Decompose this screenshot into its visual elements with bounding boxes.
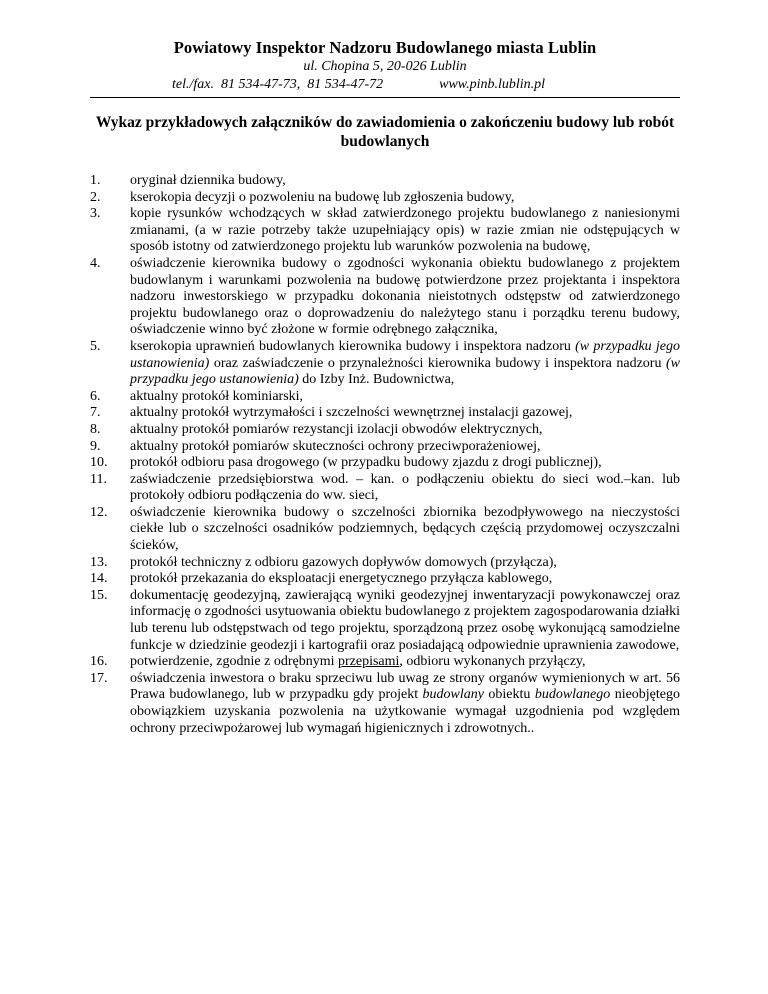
attachments-list bbox=[90, 173, 680, 737]
list-item-text bbox=[130, 389, 303, 404]
list-item-text bbox=[130, 422, 542, 437]
list-item-number: 10. bbox=[90, 455, 108, 471]
list-item-number: 7. bbox=[90, 405, 101, 421]
list-item-number: 1. bbox=[90, 173, 101, 188]
text-segment: aktualny protokół pomiarów rezystancji izolacji obwodów elektrycznych, bbox=[130, 421, 543, 437]
text-segment: obiektu bbox=[484, 687, 535, 703]
list-item-number: 14. bbox=[90, 571, 108, 587]
list-item bbox=[90, 256, 680, 339]
header-divider bbox=[90, 97, 680, 98]
text-segment: kopie rysunków wchodzących w skład zatwierdzonego projektu budowlanego z naniesionymi zmianami, (a w razie potrzeby także uzupełniający opis) w razie zmian nie odstępujących w sposób istotny od zatwierdzonego projektu lub warunków pozwolenia na budowę, bbox=[130, 206, 680, 255]
list-item-text bbox=[130, 571, 552, 586]
list-item bbox=[90, 389, 680, 406]
list-item bbox=[90, 505, 680, 555]
list-item bbox=[90, 455, 680, 472]
text-segment: aktualny protokół wytrzymałości i szczelności wewnętrznej instalacji gazowej, bbox=[130, 405, 573, 421]
text-segment: oryginał dziennika budowy, bbox=[130, 173, 286, 188]
text-segment: oświadczenia inwestora o braku sprzeciwu lub uwag ze strony organów wymienionych w art. 56 Prawa budowlanego, lub w przypadku gdy projekt bbox=[130, 670, 680, 703]
text-segment: aktualny protokół pomiarów skuteczności ochrony przeciwporażeniowej, bbox=[130, 438, 541, 454]
list-item-text bbox=[130, 455, 602, 470]
text-segment: budowlany bbox=[422, 687, 484, 703]
text-segment: (w przypadku jego ustanowienia) bbox=[130, 338, 680, 371]
list-item bbox=[90, 671, 680, 737]
text-segment: (w przypadku jego ustanowienia) bbox=[130, 355, 680, 388]
text-segment: protokół techniczny z odbioru gazowych dopływów domowych (przyłącza), bbox=[130, 554, 557, 570]
list-item-text bbox=[130, 505, 680, 553]
document-title: Wykaz przykładowych załączników do zawiadomienia o zakończeniu budowy lub robót budowlanych bbox=[95, 114, 675, 150]
list-item-text bbox=[130, 654, 586, 669]
list-item bbox=[90, 472, 680, 505]
text-segment: oświadczenie kierownika budowy o szczelności zbiornika bezodpływowego na nieczystości ciekłe lub o szczelności osadników podziemnych, będących częścią przydomowej oczyszczalni ścieków, bbox=[130, 504, 680, 554]
list-item-text bbox=[130, 439, 541, 454]
text-segment: przepisami bbox=[337, 654, 400, 670]
list-item-number: 6. bbox=[90, 388, 101, 404]
list-item bbox=[90, 190, 680, 207]
text-segment: zaświadczenie przedsiębiorstwa wod. – kan. o podłączeniu obiektu do sieci wod.–kan. lub protokoły odbioru podłączenia do ww. sieci, bbox=[130, 471, 680, 504]
list-item-number: 3. bbox=[90, 206, 101, 222]
list-item bbox=[90, 588, 680, 654]
text-segment: do Izby Inż. Budownictwa, bbox=[298, 372, 455, 388]
list-item-number: 17. bbox=[90, 670, 108, 686]
list-item-number: 13. bbox=[90, 554, 108, 570]
list-item-number: 11. bbox=[90, 471, 107, 487]
text-segment: protokół odbioru pasa drogowego (w przypadku budowy zjazdu z drogi publicznej), bbox=[130, 455, 602, 471]
text-segment: , odbioru wykonanych przyłączy, bbox=[399, 654, 586, 670]
letterhead bbox=[90, 38, 680, 94]
list-item-number: 9. bbox=[90, 438, 101, 454]
list-item bbox=[90, 555, 680, 572]
organization-name: Powiatowy Inspektor Nadzoru Budowlanego miasta Lublin bbox=[173, 38, 597, 57]
list-item-text bbox=[130, 405, 572, 420]
list-item bbox=[90, 405, 680, 422]
text-segment: potwierdzenie, zgodnie z odrębnymi bbox=[130, 654, 338, 670]
list-item-number: 2. bbox=[90, 189, 101, 205]
list-item-number: 4. bbox=[90, 255, 101, 271]
list-item bbox=[90, 173, 680, 190]
list-item bbox=[90, 654, 680, 671]
list-item-text bbox=[130, 588, 680, 653]
list-item-number: 5. bbox=[90, 338, 101, 354]
list-item-text bbox=[130, 190, 514, 205]
list-item-number: 12. bbox=[90, 504, 108, 520]
list-item-number: 15. bbox=[90, 587, 108, 603]
text-segment: aktualny protokół kominiarski, bbox=[130, 388, 304, 404]
list-item bbox=[90, 571, 680, 588]
text-segment: oświadczenie kierownika budowy o zgodności wykonania obiektu budowlanego z projektem budowlanym i warunkami pozwolenia na budowę potwierdzone przez projektanta i inspektora nadzoru inwestorskiego w przypadku dokonania nieistotnych odstępstw od zatwierdzonego projektu budowlanego oraz o doprowadzeniu do należytego stanu i porządku terenu budowy, oświadczenie winno być złożone w formie odrębnego załącznika, bbox=[130, 255, 680, 338]
text-segment: kserokopia decyzji o pozwoleniu na budowę lub zgłoszenia budowy, bbox=[130, 189, 515, 205]
list-item-text bbox=[130, 671, 680, 736]
text-segment: budowlanego bbox=[534, 687, 611, 703]
list-item bbox=[90, 439, 680, 456]
text-segment: protokół przekazania do eksploatacji energetycznego przyłącza kablowego, bbox=[130, 571, 553, 587]
list-item bbox=[90, 422, 680, 439]
list-item-number: 8. bbox=[90, 421, 101, 437]
list-item-text bbox=[130, 339, 680, 387]
text-segment: kserokopia uprawnień budowlanych kierownika budowy i inspektora nadzoru bbox=[130, 338, 576, 354]
list-item-number: 16. bbox=[90, 654, 108, 670]
contact-line: tel./fax. 81 534-47-73, 81 534-47-72 www.pinb.lublin.pl bbox=[172, 77, 546, 92]
text-segment: oraz zaświadczenie o przynależności kierownika budowy i inspektora nadzoru bbox=[209, 355, 666, 371]
list-item bbox=[90, 339, 680, 389]
list-item-text bbox=[130, 256, 680, 337]
text-segment: dokumentację geodezyjną, zawierającą wyniki geodezyjnej inwentaryzacji powykonawczej oraz informację o zgodności usytuowania obiektu budowlanego z projektem zagospodarowania działki lub terenu lub odstępstwach od tego projektu, sporządzoną przez osobę wykonującą samodzielne funkcje w dziedzinie geodezji i kartografii oraz posiadającą odpowiednie uprawnienia zawodowe, bbox=[130, 587, 680, 653]
list-item bbox=[90, 206, 680, 256]
list-item-text bbox=[130, 173, 286, 188]
text-segment: nieobjętego obowiązkiem uzyskania pozwolenia na użytkowanie wymagał uzgodnienia pod względem ochrony przeciwpożarowej lub wymagań higienicznych i zdrowotnych.. bbox=[130, 687, 681, 736]
list-item-text bbox=[130, 206, 680, 254]
address-line: ul. Chopina 5, 20-026 Lublin bbox=[303, 59, 467, 74]
list-item-text bbox=[130, 555, 557, 570]
list-item-text bbox=[130, 472, 680, 504]
